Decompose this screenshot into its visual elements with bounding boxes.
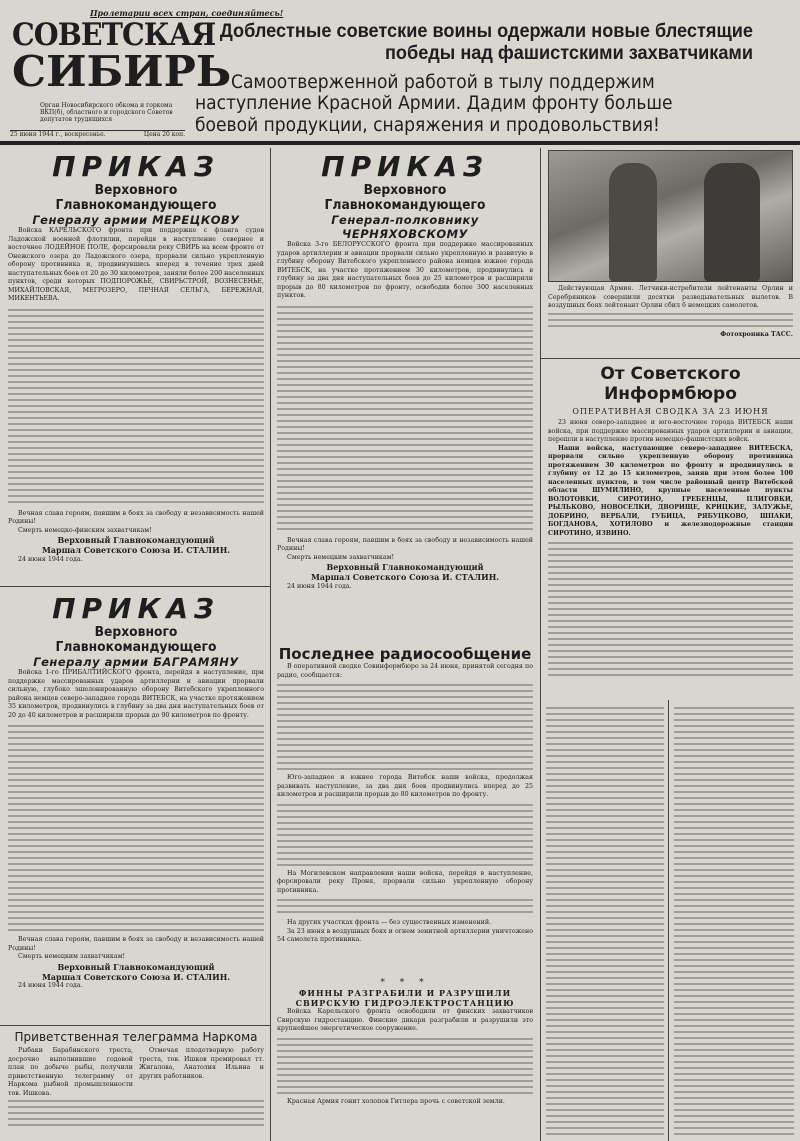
separator-stars: * * *: [380, 978, 430, 988]
order-closing: Вечная слава героям, павшим в боях за свободу и независимость нашей Родины!: [8, 509, 264, 525]
order-addressee: Генералу армии МЕРЕЦКОВУ: [32, 213, 240, 227]
finns-paragraph: Красная Армия гонит холопов Гитлера прочь с советской земли.: [287, 1097, 505, 1105]
column-divider: [540, 148, 541, 1141]
divider: [0, 586, 270, 587]
masthead-motto: Пролетарии всех стран, соединяйтесь!: [90, 8, 284, 18]
radio-body-text: [277, 682, 533, 772]
divider: [540, 358, 800, 359]
order-death: Смерть немецко-финским захватчикам!: [18, 526, 152, 534]
telegram-article: [8, 1030, 264, 1128]
order-closing: Вечная слава героям, павшим в боях за свободу и независимость нашей Родины!: [8, 936, 264, 952]
organ-line: Орган Новосибирского обкома и горкома ВКП(б), областного и городского Советов депутатов трудящихся: [40, 102, 173, 124]
order-chernyakhovsky: [277, 150, 533, 591]
radio-paragraph: На Могилевском направлении наши войска, перейдя в наступление, форсировали реку Проня, прорвали сильно укрепленную оборону противника.: [277, 869, 533, 894]
order-title: ПРИКАЗ: [52, 150, 220, 183]
radio-article: [277, 645, 533, 945]
order-bagramyan: [8, 592, 264, 991]
order-sign-name: Маршал Советского Союза И. СТАЛИН.: [310, 572, 500, 583]
order-sign-title: Верховный Главнокомандующий: [57, 961, 215, 972]
caption-body-text: [548, 311, 793, 331]
order-body-text: [277, 304, 533, 534]
radio-body-text: [277, 897, 533, 917]
order-death: Смерть немецким захватчикам!: [287, 553, 395, 561]
order-date: 24 июня 1944 года.: [18, 555, 83, 563]
order-subtitle: Верховного Главнокомандующего: [55, 625, 217, 655]
informburo-subtitle: ОПЕРАТИВНАЯ СВОДКА ЗА 23 ИЮНЯ: [572, 407, 769, 416]
informburo-paragraph: Наши войска, наступающие северо-западнее ВИТЕБСКА, прорвали сильно укрепленную оборону противника протяжением 30 километров по фронту и продвинулись в глубину от 12 до 15 километров, заняв при этом более 100 населенных пунктов, в том числе районный центр Витебской области ШУМИЛИНО, крупные населенные пункты ВОЛОТОВКИ, СИРОТИНО, ГРЕБЕНЦЫ, ПЛИГОВКИ, РЫЛЬКОВО, НОВОСЕЛКИ, ДВОРИЩЕ, КРИЦКИЕ, ЗАЛУЖЬЕ, ДОБРИНО, ВЕРБАЛИ, ГУБИЦА, РЯБУЦКОВО, ШПАКИ, БОГДАНОВА, ХОТИЛОВО и железнодорожные станции СИРОТИНО, ЯЗВИНО.: [548, 444, 793, 537]
order-title: ПРИКАЗ: [321, 150, 489, 183]
photo-credit: Фотохроника ТАСС.: [720, 330, 793, 338]
slogan-subheadline: Самоотверженной работой в тылу поддержим наступление Красной Армии. Дадим фронту больше боевой продукции, снаряжения и продовольствия!: [195, 71, 673, 136]
logo-line2: СИБИРЬ: [12, 47, 232, 96]
radio-body-text: [277, 802, 533, 868]
finns-body-text: [277, 1036, 533, 1096]
informburo-lead: 23 июня северо-западнее и юго-восточнее города ВИТЕБСК наши войска, при поддержке массированных ударов артиллерии и авиации, перешли в наступление против немецко-фашистских войск.: [548, 419, 793, 443]
order-sign-title: Верховный Главнокомандующий: [326, 562, 484, 572]
order-subtitle: Верховного Главнокомандующего: [55, 183, 217, 213]
order-body-text: [8, 307, 264, 507]
order-closing: Вечная слава героям, павшим в боях за свободу и независимость нашей Родины!: [277, 536, 533, 552]
order-addressee: Генералу армии БАГРАМЯНУ: [33, 655, 239, 669]
informburo-title: От Советского Информбюро: [600, 364, 741, 404]
telegram-title: Приветственная телеграмма Наркома: [14, 1030, 258, 1044]
finns-article: [277, 978, 533, 1106]
column-divider: [270, 148, 271, 1141]
telegram-paragraph: Отмечая плодотворную работу треста, тов. Ишков премировал тт. Жигалова, Анатолия Ильина и других работников.: [139, 1047, 264, 1080]
order-meretskov: [8, 150, 264, 564]
order-addressee: Генерал-полковнику ЧЕРНЯХОВСКОМУ: [331, 213, 479, 241]
radio-paragraph: За 23 июня в воздушных боях и огнем зенитной артиллерии уничтожено 54 самолета противника.: [277, 927, 533, 943]
price: Цена 20 коп.: [143, 131, 185, 138]
dateline: [10, 130, 185, 138]
caption-text: Действующая Армия. Летчики-истребители лейтенанты Орлин и Серебряников совершили десятки разведывательных вылетов. В воздушных боях лейтенант Орлин сбил 6 немецких самолетов.: [548, 285, 793, 309]
telegram-body-text: [8, 1098, 264, 1128]
informburo-continued-text: [546, 705, 664, 1135]
subcolumn-divider: [668, 700, 669, 1141]
order-sign-name: Маршал Советского Союза И. СТАЛИН.: [41, 971, 231, 982]
order-sign-name: Маршал Советского Союза И. СТАЛИН.: [41, 545, 231, 556]
order-lead: Войска 1-го ПРИБАЛТИЙСКОГО фронта, перейдя в наступление, при поддержке массированных ударов артиллерии и авиации прорвали сильную, глубоко эшелонированную оборону Витебского укрепленного района немцев северо-западнее города ВИТЕБСК, на участке протяжением 35 километров, продвинулись в глубину за два дня наступательных боев от 20 до 40 километров и расширили прорыв до 90 километров по фронту.: [8, 669, 264, 719]
order-body-text: [8, 723, 264, 933]
order-sign-title: Верховный Главнокомандующий: [57, 535, 215, 545]
informburo-continued-text: [674, 705, 794, 1135]
order-date: 24 июня 1944 года.: [287, 582, 352, 590]
informburo-body-text: [548, 540, 793, 680]
finns-title: ФИННЫ РАЗГРАБИЛИ И РАЗРУШИЛИ СВИРСКУЮ ГИДРОЭЛЕКТРОСТАНЦИЮ: [295, 988, 515, 1008]
divider: [0, 1025, 270, 1026]
radio-lead: В оперативной сводке Совинформбюро за 24 июня, принятой сегодня по радио, сообщается:: [277, 663, 533, 679]
finns-lead: Войска Карельского фронта освободили от финских захватчиков Свирскую гидростанцию. Финские дикари разграбили и разрушили это крупнейшее энергетическое сооружение.: [277, 1008, 533, 1032]
issue-date: 25 июня 1944 г., воскресенье.: [10, 131, 106, 138]
radio-paragraph: На других участках фронта — без существенных изменений.: [287, 919, 492, 926]
photo-caption: [548, 285, 793, 339]
telegram-lead: Рыбаки Барабинского треста, досрочно выполнившие годовой план по добыче рыбы, получили приветственную телеграмму от Наркома рыбной промышленности тов. Ишкова.: [8, 1047, 133, 1097]
order-subtitle: Верховного Главнокомандующего: [324, 183, 486, 213]
order-lead: Войска 3-го БЕЛОРУССКОГО фронта при поддержке массированных ударов артиллерии и авиации прорвали сильно укрепленную и развитую в глубину оборону Витебского укрепленного района немцев южнее города ВИТЕБСК, на участке протяжением 30 километров, продвинулись в глубину за два дня наступательных боев до 25 километров и расширили прорыв до 80 километров по фронту, освободив более 300 населенных пунктов.: [277, 241, 533, 299]
informburo-article: [548, 364, 793, 680]
order-date: 24 июня 1944 года.: [18, 982, 83, 990]
masthead-rule: [0, 141, 800, 145]
radio-paragraph: Юго-западнее и южнее города Витебск наши войска, продолжая развивать наступление, за два дня боев продвинулись вперед до 25 километров и расширили прорыв до 80 километров по фронту.: [277, 774, 533, 798]
radio-title: Последнее радиосообщение: [278, 645, 532, 663]
order-death: Смерть немецким захватчикам!: [18, 953, 126, 960]
slogan-headline: Доблестные советские воины одержали новые блестящие победы над фашистскими захватчиками: [219, 20, 753, 65]
logo-line1: СОВЕТСКАЯ: [12, 17, 216, 53]
newspaper-logo: [12, 17, 232, 96]
order-title: ПРИКАЗ: [52, 592, 220, 625]
photo-pilots: [548, 150, 793, 282]
order-lead: Войска КАРЕЛЬСКОГО фронта при поддержке с фланга судов Ладожской военной флотилии, перейдя в наступление севернее и восточнее ЛОДЕЙНОЕ ПОЛЕ, форсировали реку СВИРЬ на всем фронте от Онежского озера до Ладожского озера, прорвали сильно укрепленную оборону противника и, продвинувшись вперед в течение трех дней наступательных боев от 20 до 30 километров, заняли более 200 населенных пунктов, среди которых ПОДПОРОЖЬЕ, СВИРЬСТРОЙ, ВОЗНЕСЕНЬЕ, МИХАЙЛОВСКАЯ, МЕГРОЗЕРО, ПЕЧНАЯ СЕЛЬГА, БЕРЕЖНАЯ, МИКЕНТЬЕВА.: [8, 227, 264, 302]
